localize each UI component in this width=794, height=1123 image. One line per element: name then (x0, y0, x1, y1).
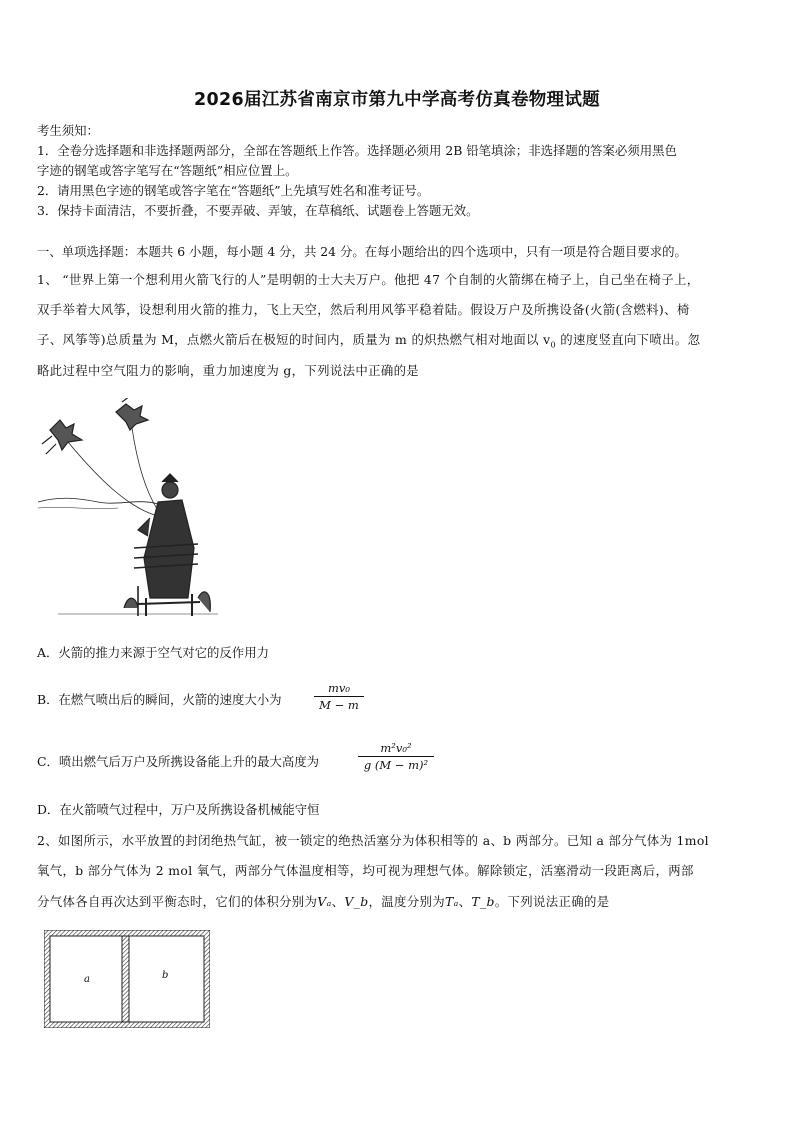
cylinder-diagram (44, 930, 210, 1028)
q1-option-c[interactable]: C．喷出燃气后万户及所携设备能上升的最大高度为 (37, 754, 320, 769)
fraction-numerator: m²v₀² (380, 741, 412, 755)
section-1-heading: 一、单项选择题：本题共 6 小题，每小题 4 分，共 24 分。在每小题给出的四个选项中，只有一项是符合题目要求的。 (37, 244, 687, 259)
page-title: 2026届江苏省南京市第九中学高考仿真卷物理试题 (194, 90, 600, 110)
fraction-denominator: g (M − m)² (363, 758, 429, 772)
notice-item-3: 3．保持卡面清洁，不要折叠，不要弄破、弄皱，在草稿纸、试题卷上答题无效。 (37, 203, 479, 218)
wanhu-illustration (38, 398, 223, 623)
q1-option-d[interactable]: D．在火箭喷气过程中，万户及所携设备机械能守恒 (37, 802, 320, 817)
label-b: b (162, 970, 169, 981)
q1-option-c-fraction (358, 741, 434, 772)
notice-item-1-line-1: 1．全卷分选择题和非选择题两部分，全部在答题纸上作答。选择题必须用 2B 铅笔填涂；非选择题的答案必须用黑色 (37, 143, 677, 158)
q1-option-a[interactable]: A．火箭的推力来源于空气对它的反作用力 (37, 645, 269, 660)
q1-line-4: 略此过程中空气阻力的影响，重力加速度为 g，下列说法中正确的是 (37, 363, 420, 378)
fraction-numerator: mv₀ (327, 681, 350, 695)
q1-option-b[interactable]: B．在燃气喷出后的瞬间，火箭的速度大小为 (37, 692, 282, 707)
label-a: a (84, 974, 90, 985)
notice-heading: 考生须知： (37, 123, 99, 138)
q2-line-1: 2、如图所示，水平放置的封闭绝热气缸，被一锁定的绝热活塞分为体积相等的 a、b 两部分。已知 a 部分气体为 1mol (37, 833, 709, 848)
q1-option-b-fraction (314, 681, 364, 712)
q1-line-1: 1、 “世界上第一个想利用火箭飞行的人”是明朝的士大夫万户。他把 47 个自制的火箭绑在椅子上，自己坐在椅子上， (37, 272, 700, 287)
q2-line-3: 分气体各自再次达到平衡态时，它们的体积分别为Vₐ、V_b，温度分别为Tₐ、T_b。下列说法正确的是 (37, 894, 610, 909)
notice-item-2: 2．请用黑色字迹的钢笔或答字笔在“答题纸”上先填写姓名和准考证号。 (37, 183, 430, 198)
fraction-denominator: M − m (319, 698, 359, 712)
notice-item-1-line-2: 字迹的钢笔或答字笔写在“答题纸”相应位置上。 (37, 163, 298, 178)
q1-line-3: 子、风筝等)总质量为 M，点燃火箭后在极短的时间内，质量为 m 的炽热燃气相对地面以 $v_0$ 的速度竖直向下喷出。忽 (37, 332, 701, 350)
q1-line-2: 双手举着大风筝，设想利用火箭的推力，飞上天空，然后利用风筝平稳着陆。假设万户及所携设备(火箭(含燃料)、椅 (37, 302, 690, 317)
q2-line-2: 氧气，b 部分气体为 2 mol 氧气，两部分气体温度相等，均可视为理想气体。解除锁定，活塞滑动一段距离后，两部 (37, 863, 694, 878)
